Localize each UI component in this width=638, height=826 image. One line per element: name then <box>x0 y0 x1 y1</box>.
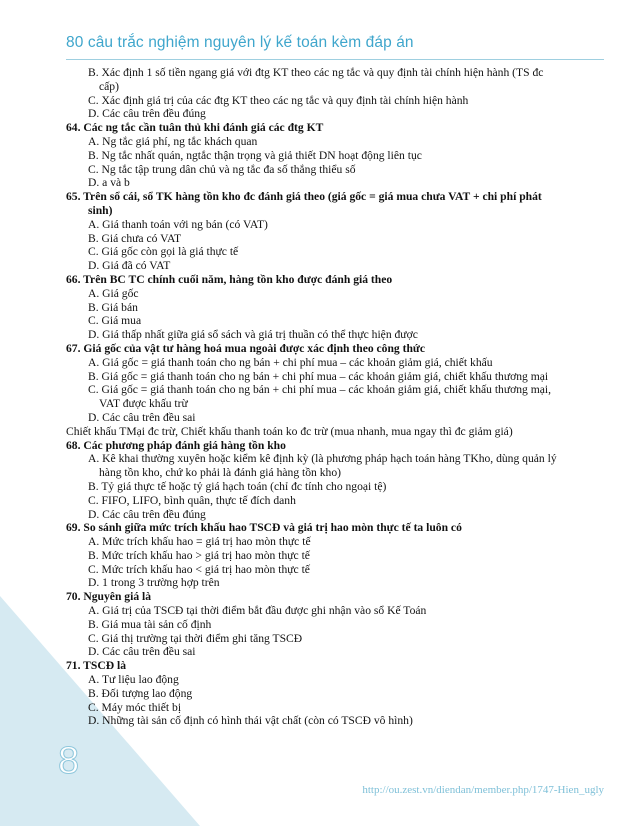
answer-option: D. a và b <box>88 176 130 190</box>
answer-option: C. Giá mua <box>88 314 142 328</box>
answer-option: C. Giá thị trường tại thời điểm ghi tăng TSCĐ <box>88 631 303 645</box>
question-text: 69. So sánh giữa mức trích khấu hao TSCĐ và giá trị hao mòn thực tế ta luôn có <box>66 521 462 535</box>
header-divider <box>66 59 604 60</box>
answer-option: A. Mức trích khấu hao = giá trị hao mòn thực tế <box>88 535 311 549</box>
source-link[interactable]: http://ou.zest.vn/diendan/member.php/1747-Hien_ugly <box>362 784 604 796</box>
page-title: 80 câu trắc nghiệm nguyên lý kế toán kèm đáp án <box>66 34 414 51</box>
answer-option: B. Mức trích khấu hao > giá trị hao mòn thực tế <box>88 548 310 562</box>
answer-option: B. Tỷ giá thực tế hoặc tỷ giá hạch toán (chỉ đc tính cho ngoại tệ) <box>88 479 387 493</box>
question-title <box>66 521 566 535</box>
answer-option: B. Giá chưa có VAT <box>88 231 182 245</box>
answer-option: A. Giá thanh toán với ng bán (có VAT) <box>88 217 268 231</box>
question-text: 64. Các ng tắc cần tuân thủ khi đánh giá các đtg KT <box>66 121 324 135</box>
answer-option: D. 1 trong 3 trường hợp trên <box>88 576 220 590</box>
answer-option: C. Máy móc thiết bị <box>88 700 182 714</box>
document-body <box>66 66 566 728</box>
answer-option: B. Giá mua tài sản cố định <box>88 617 212 631</box>
answer-option: C. Mức trích khấu hao < giá trị hao mòn thực tế <box>88 562 310 576</box>
answer-option: D. Giá đã có VAT <box>88 259 171 273</box>
answer-option: D. Những tài sản cố định có hình thái vật chất (còn có TSCĐ vô hình) <box>88 714 413 728</box>
answer-option: A. Giá trị của TSCĐ tại thời điểm bắt đầu được ghi nhận vào sổ Kế Toán <box>88 604 427 618</box>
answer-option: A. Ng tắc giá phí, ng tắc khách quan <box>88 134 258 148</box>
answer-option: D. Các câu trên đều đúng <box>88 107 206 121</box>
question-text: 65. Trên sổ cái, sổ TK hàng tồn kho đc đánh giá theo (giá gốc = giá mua chưa VAT + chi phí phát sinh) <box>66 190 542 217</box>
question-title <box>66 659 566 673</box>
answer-option: B. Đối tượng lao động <box>88 686 193 700</box>
explanation-note: Chiết khấu TMại đc trừ, Chiết khấu thanh toán ko đc trừ (mua nhanh, mua ngay thì đc giảm giá) <box>66 424 513 438</box>
question-title <box>66 342 566 356</box>
answer-option: A. Giá gốc <box>88 286 139 300</box>
question-text: 70. Nguyên giá là <box>66 590 152 604</box>
answer-option: C. FIFO, LIFO, bình quân, thực tế đích danh <box>88 493 296 507</box>
question-title <box>66 121 566 135</box>
answer-option: B. Giá bán <box>88 300 138 314</box>
question-title <box>66 590 566 604</box>
question-text: 67. Giá gốc của vật tư hàng hoá mua ngoài được xác định theo công thức <box>66 341 426 355</box>
answer-option: A. Giá gốc = giá thanh toán cho ng bán + chi phí mua – các khoản giảm giá, chiết khấu <box>88 355 493 369</box>
answer-option: C. Xác định giá trị của các đtg KT theo các ng tắc và quy định tài chính hiện hành <box>88 93 469 107</box>
answer-option: D. Các câu trên đều sai <box>88 410 196 424</box>
answer-option: B. Giá gốc = giá thanh toán cho ng bán + chi phí mua – các khoản giảm giá, chiết khấu thương mại <box>88 369 549 383</box>
question-text: 71. TSCĐ là <box>66 659 127 673</box>
answer-option: A. Kê khai thường xuyên hoặc kiểm kê định kỳ (là phương pháp hạch toán hàng TKho, dùng quản lý hàng tồn kho, chứ ko phải là đánh giá hàng tồn kho) <box>88 452 557 480</box>
answer-option: C. Giá gốc = giá thanh toán cho ng bán + chi phí mua – các khoản giảm giá, chiết khấu thương mại, VAT được khấu trừ <box>88 383 552 411</box>
answer-option: D. Các câu trên đều sai <box>88 645 196 659</box>
answer-option: A. Tư liệu lao động <box>88 673 179 687</box>
question-title <box>66 273 566 287</box>
answer-option: B. Ng tắc nhất quán, ngtắc thận trọng và giả thiết DN hoạt động liên tục <box>88 148 422 162</box>
question-title <box>66 439 566 453</box>
answer-option: C. Giá gốc còn gọi là giá thực tế <box>88 245 239 259</box>
answer-option: D. Giá thấp nhất giữa giá sổ sách và giá trị thuần có thể thực hiện được <box>88 328 418 342</box>
answer-option: B. Xác định 1 số tiền ngang giá với đtg KT theo các ng tắc và quy định tài chính hiện hành (TS đc cấp) <box>88 66 544 93</box>
question-text: 68. Các phương pháp đánh giá hàng tồn kho <box>66 438 286 452</box>
answer-option: D. Các câu trên đều đúng <box>88 507 206 521</box>
question-text: 66. Trên BC TC chính cuối năm, hàng tồn kho được đánh giá theo <box>66 272 393 286</box>
page-number: 8 <box>58 740 80 782</box>
question-title <box>66 190 566 218</box>
answer-option: C. Ng tắc tập trung dân chủ và ng tắc đa số thắng thiểu số <box>88 162 356 176</box>
